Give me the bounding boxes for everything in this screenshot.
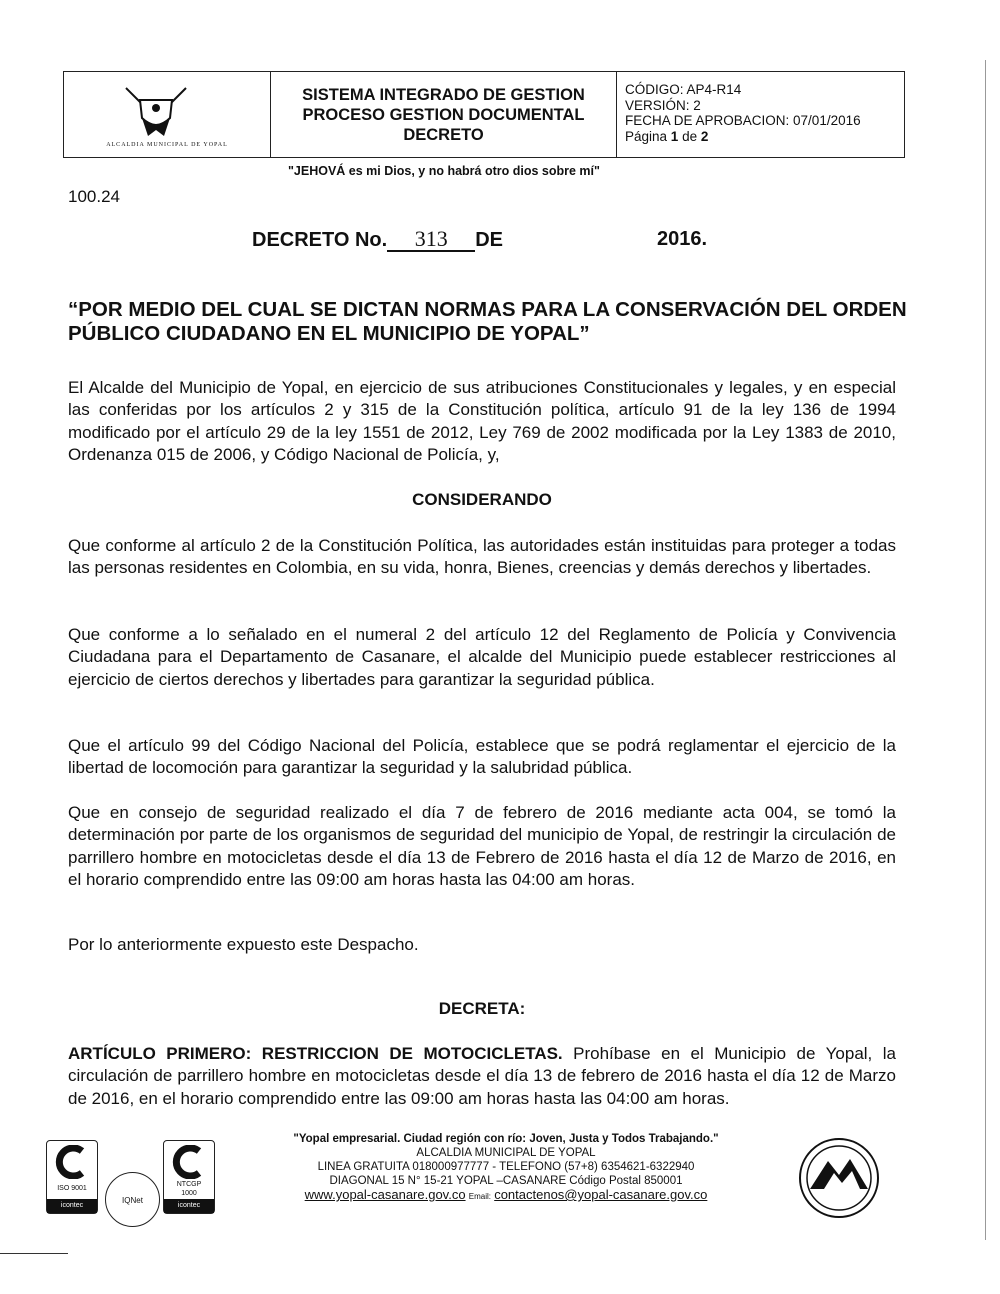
scan-edge-line <box>985 60 986 1240</box>
system-title-line: SISTEMA INTEGRADO DE GESTION <box>302 86 585 104</box>
municipal-coat-of-arms-icon <box>124 86 188 140</box>
system-title-cell <box>271 72 617 157</box>
document-type-line: DECRETO <box>403 126 484 144</box>
decree-prefix: DECRETO No. <box>252 229 388 251</box>
decree-number-line <box>252 228 503 252</box>
logo-caption: ALCALDIA MUNICIPAL DE YOPAL <box>106 142 228 148</box>
motto: "JEHOVÁ es mi Dios, y no habrá otro dios sobre mí" <box>288 164 600 178</box>
page-prefix: Página <box>625 128 671 144</box>
decree-title: “POR MEDIO DEL CUAL SE DICTAN NORMAS PARA LA CONSERVACIÓN DEL ORDEN PÚBLICO CIUDADANO EN EL MUNICIPIO DE YOPAL” <box>68 298 907 345</box>
intro-paragraph: El Alcalde del Municipio de Yopal, en ejercicio de sus atribuciones Constitucionales y legales, y en especial las conferidas por los artículos 2 y 315 de la Constitución política, artículo 91 de la ley 136 de 1994 modificado por el artículo 29 de la ley 1551 de 2012, Ley 769 de 2002 modificada por la Ley 1383 de 2010, Ordenanza 015 de 2006, y Código Nacional de Policía, y, <box>68 378 896 464</box>
decree-year: 2016. <box>657 228 708 250</box>
icontec-c-icon <box>48 1145 96 1179</box>
page-total: 2 <box>700 128 709 144</box>
page-number: 1 <box>670 128 679 144</box>
decree-de: DE <box>475 229 503 251</box>
icontec-iso-certificate-icon <box>46 1140 98 1214</box>
footer-org: ALCALDIA MUNICIPAL DE YOPAL <box>416 1147 596 1159</box>
codigo-text: CÓDIGO: AP4-R14 <box>625 82 742 97</box>
iso-label: ISO 9001 <box>57 1185 87 1192</box>
considerando-paragraph: Que el artículo 99 del Código Nacional del Policía, establece que se podrá reglamentar el ejercicio de la libertad de locomoción para garantizar la seguridad y la salubridad pública. <box>68 736 896 778</box>
page-of: de <box>678 128 701 144</box>
document-control-cell <box>617 72 904 157</box>
considerando-heading: CONSIDERANDO <box>412 490 552 509</box>
article-one <box>68 1043 896 1110</box>
footer-address: DIAGONAL 15 N° 15-21 YOPAL –CASANARE Código Postal 850001 <box>329 1175 683 1187</box>
approval-date-text: FECHA DE APROBACION: 07/01/2016 <box>625 113 861 128</box>
considerando-paragraph: Que conforme al artículo 2 de la Constitución Política, las autoridades están instituidas para proteger a todas las personas residentes en Colombia, en su vida, honra, Bienes, creencias y demás derechos y libertades. <box>68 536 896 578</box>
document-header-table <box>63 71 905 158</box>
footer-phones: LINEA GRATUITA 018000977777 - TELEFONO (57+8) 6354621-6322940 <box>317 1161 695 1173</box>
municipal-seal-icon <box>798 1137 880 1219</box>
ntcgp-number: 1000 <box>181 1190 197 1197</box>
decreta-heading: DECRETA: <box>438 999 526 1018</box>
email-label: Email: <box>468 1192 491 1201</box>
footer-contact-block <box>256 1132 756 1204</box>
version-text: VERSIÓN: 2 <box>625 97 701 113</box>
considerando-paragraph: Que en consejo de seguridad realizado el día 7 de febrero de 2016 mediante acta 004, se tomó la determinación por parte de los organismos de seguridad del municipio de Yopal, de restringir la circulación de parrillero hombre en motocicletas desde el día 13 de Febrero de 2016 hasta el día 12 de Marzo de 2016, en el horario comprendido entre las 09:00 am horas hasta las 04:00 am horas. <box>68 803 896 889</box>
ntcgp-label: NTCGP <box>176 1181 202 1188</box>
article-one-text: Prohíbase en el Municipio de Yopal, la circulación de parrillero hombre en motocicletas desde el día 13 de febrero de 2016 hasta el día 12 de Marzo de 2016, en el horario comprendido entre las 09:00 am horas hasta las 04:00 am horas. <box>68 1044 896 1108</box>
icontec-c-icon <box>165 1145 213 1179</box>
footer-email-link[interactable]: contactenos@yopal-casanare.gov.co <box>494 1187 708 1202</box>
considerando-paragraph: Por lo anteriormente expuesto este Despacho. <box>68 935 419 954</box>
process-title-line: PROCESO GESTION DOCUMENTAL <box>302 106 585 124</box>
article-one-heading: ARTÍCULO PRIMERO: RESTRICCION DE MOTOCICLETAS. <box>68 1044 563 1063</box>
decree-number: 313 <box>387 228 475 252</box>
footer-website-link[interactable]: www.yopal-casanare.gov.co <box>304 1187 466 1202</box>
bottom-left-rule <box>0 1253 68 1254</box>
logo-cell <box>64 72 271 157</box>
document-code: 100.24 <box>68 187 120 206</box>
iqnet-seal-icon: IQNet <box>105 1172 160 1227</box>
considerando-paragraph: Que conforme a lo señalado en el numeral 2 del artículo 12 del Reglamento de Policía y Convivencia Ciudadana para el Departamento de Casanare, el alcalde del Municipio puede establecer restricciones al ejercicio de ciertos derechos y libertades para garantizar la seguridad pública. <box>68 625 896 689</box>
icontec-bar: icontec <box>164 1199 214 1213</box>
icontec-bar: icontec <box>47 1199 97 1213</box>
icontec-ntcgp-certificate-icon <box>163 1140 215 1214</box>
footer-slogan: "Yopal empresarial. Ciudad región con río: Joven, Justa y Todos Trabajando." <box>293 1133 719 1145</box>
page-indicator <box>625 129 904 145</box>
